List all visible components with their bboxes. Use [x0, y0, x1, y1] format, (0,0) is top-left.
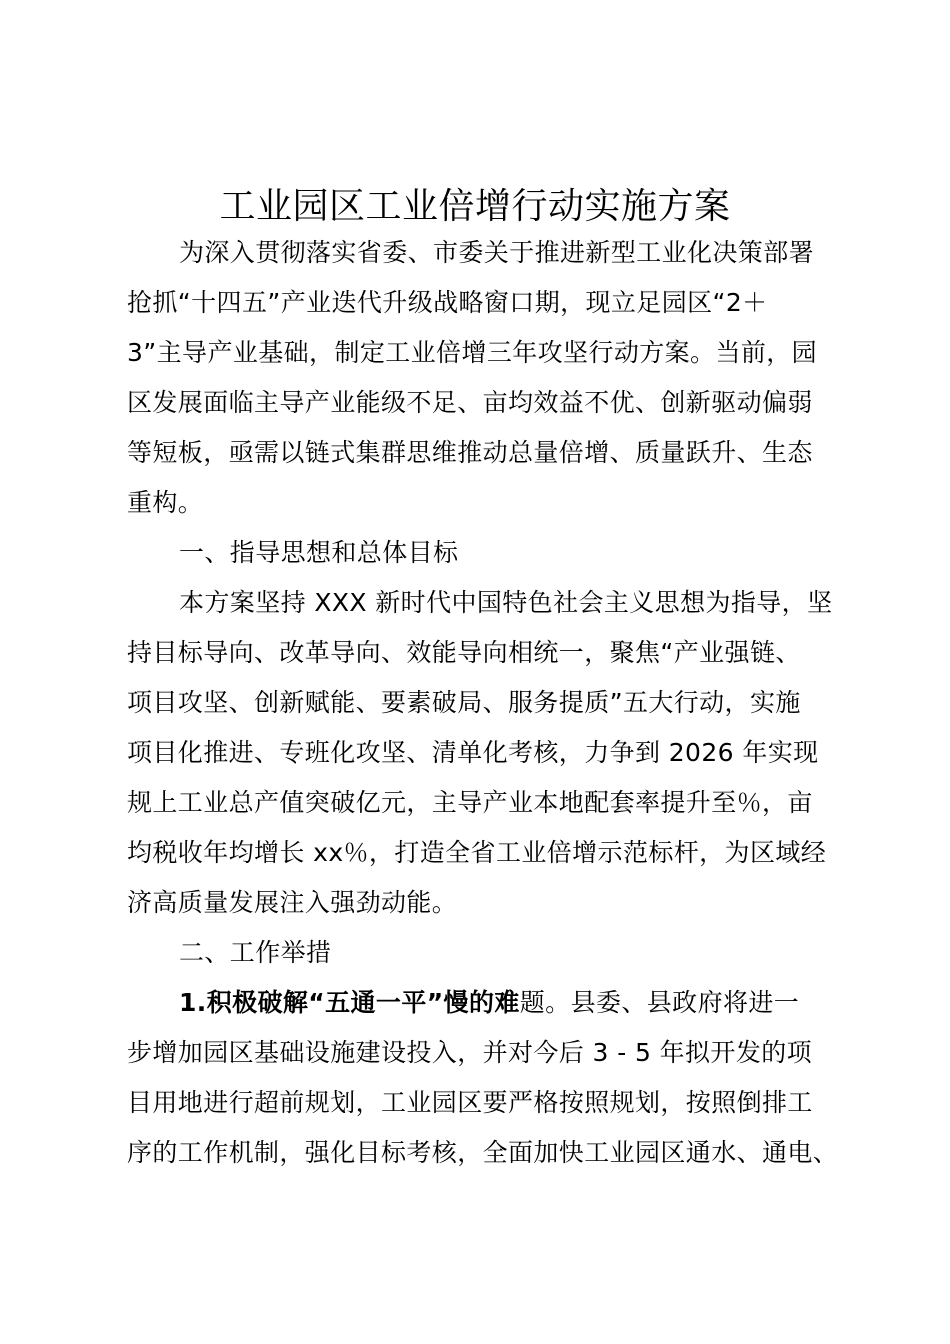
document-title: 工业园区工业倍增行动实施方案	[219, 186, 731, 227]
section2-line: 目用地进行超前规划，工业园区要严格按照规划，按照倒排工	[127, 1088, 813, 1117]
section1-line: 项目化推进、专班化攻坚、清单化考核，力争到 2026 年实现	[127, 738, 819, 767]
section2-item1-bold: 1.积极破解“五通一平”慢的难	[179, 988, 520, 1017]
section2-line: 序的工作机制，强化目标考核，全面加快工业园区通水、通电、	[127, 1138, 839, 1167]
section2-heading: 二、工作举措	[179, 938, 332, 967]
intro-line: 重构。	[127, 488, 204, 517]
section1-heading: 一、指导思想和总体目标	[179, 538, 459, 567]
section1-line: 均税收年均增长 xx％，打造全省工业倍增示范标杆，为区域经	[127, 838, 827, 867]
section2-line: 步增加园区基础设施建设投入，并对今后 3 - 5 年拟开发的项	[127, 1038, 813, 1067]
intro-line: 抢抓“十四五”产业迭代升级战略窗口期，现立足园区“2＋	[127, 288, 768, 317]
section2-item1-rest: 题。县委、县政府将进一	[519, 988, 800, 1017]
section1-line: 项目攻坚、创新赋能、要素破局、服务提质”五大行动，实施	[127, 688, 801, 717]
section1-line: 济高质量发展注入强劲动能。	[127, 888, 458, 917]
section1-line: 持目标导向、改革导向、效能导向相统一，聚焦“产业强链、	[127, 638, 801, 667]
intro-line: 等短板，亟需以链式集群思维推动总量倍增、质量跃升、生态	[127, 438, 813, 467]
intro-line: 3”主导产业基础，制定工业倍增三年攻坚行动方案。当前，园	[127, 338, 818, 367]
document-body	[127, 228, 839, 1178]
intro-line: 区发展面临主导产业能级不足、亩均效益不优、创新驱动偏弱	[127, 388, 813, 417]
section2-item1-line	[127, 978, 835, 1028]
intro-line: 为深入贯彻落实省委、市委关于推进新型工业化决策部署	[179, 238, 815, 267]
section1-line: 规上工业总产值突破亿元，主导产业本地配套率提升至％，亩	[127, 788, 813, 817]
section1-line: 本方案坚持 XXX 新时代中国特色社会主义思想为指导，坚	[179, 588, 833, 617]
